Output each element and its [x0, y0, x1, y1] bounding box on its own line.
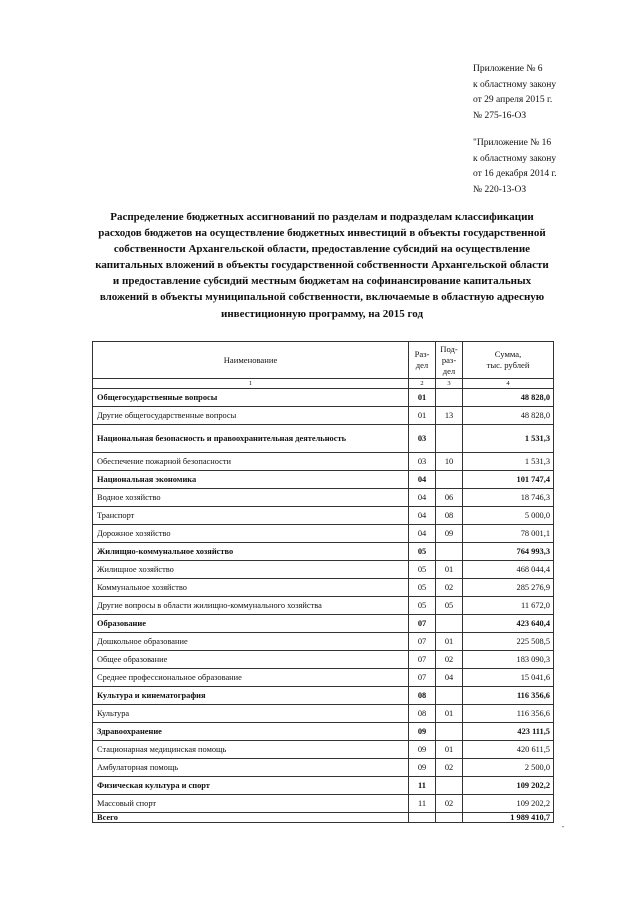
subsection-row [93, 579, 554, 597]
row-subsection [436, 389, 463, 407]
row-amount: 423 640,4 [463, 615, 554, 633]
row-section: 01 [409, 389, 436, 407]
row-subsection [436, 687, 463, 705]
row-name: Национальная экономика [93, 471, 409, 489]
row-name: Среднее профессиональное образование [93, 669, 409, 687]
row-amount: 183 090,3 [463, 651, 554, 669]
appendix-line: № 275-16-ОЗ [473, 110, 527, 121]
closing-quote: " [562, 826, 565, 832]
row-name: Общее образование [93, 651, 409, 669]
row-amount: 116 356,6 [463, 705, 554, 723]
row-name: Стационарная медицинская помощь [93, 741, 409, 759]
appendix-note-16 [473, 136, 633, 198]
row-section: 09 [409, 723, 436, 741]
subsection-row [93, 561, 554, 579]
row-name: Обеспечение пожарной безопасности [93, 453, 409, 471]
row-name: Общегосударственные вопросы [93, 389, 409, 407]
row-name: Коммунальное хозяйство [93, 579, 409, 597]
column-number: 1 [93, 379, 409, 389]
row-subsection: 13 [436, 407, 463, 425]
header-subsection [436, 342, 463, 379]
row-section: 11 [409, 795, 436, 813]
row-section: 07 [409, 633, 436, 651]
subsection-row [93, 453, 554, 471]
appendix-line: "Приложение № 16 [473, 138, 552, 148]
row-amount: 101 747,4 [463, 471, 554, 489]
section-row [93, 723, 554, 741]
row-amount: 48 828,0 [463, 407, 554, 425]
row-section: 03 [409, 425, 436, 453]
row-amount: 18 746,3 [463, 489, 554, 507]
row-amount: 2 500,0 [463, 759, 554, 777]
appendix-line: от 16 декабря 2014 г. [473, 169, 557, 179]
subsection-row [93, 651, 554, 669]
row-subsection: 05 [436, 597, 463, 615]
row-subsection: 01 [436, 633, 463, 651]
subsection-row [93, 759, 554, 777]
subsection-row [93, 633, 554, 651]
row-section: 04 [409, 507, 436, 525]
total-amount: 1 989 410,7 [463, 813, 554, 823]
row-amount: 48 828,0 [463, 389, 554, 407]
row-name: Другие общегосударственные вопросы [93, 407, 409, 425]
row-subsection [436, 723, 463, 741]
column-number-row [93, 379, 554, 389]
row-amount: 109 202,2 [463, 795, 554, 813]
section-row [93, 543, 554, 561]
section-row [93, 425, 554, 453]
row-name: Транспорт [93, 507, 409, 525]
row-subsection [436, 425, 463, 453]
subsection-row [93, 507, 554, 525]
column-number: 2 [409, 379, 436, 389]
header-subsection-line: дел [442, 365, 456, 376]
row-amount: 15 041,6 [463, 669, 554, 687]
appendix-line: к областному закону [473, 153, 557, 164]
table-header-row [93, 342, 554, 379]
appendix-line: № 220-13-ОЗ [473, 184, 527, 195]
header-section-line: Раз- [414, 349, 430, 359]
appendix-line: к областному закону [473, 79, 557, 90]
row-subsection: 04 [436, 669, 463, 687]
header-sum-line: Сумма, [494, 349, 522, 359]
subsection-row [93, 525, 554, 543]
header-sum [463, 342, 554, 379]
row-section: 04 [409, 489, 436, 507]
section-row [93, 777, 554, 795]
row-name: Национальная безопасность и правоохранительная деятельность [93, 425, 409, 453]
section-row [93, 389, 554, 407]
column-number: 4 [463, 379, 554, 389]
subsection-row [93, 489, 554, 507]
row-section: 04 [409, 525, 436, 543]
row-amount: 5 000,0 [463, 507, 554, 525]
row-name: Здравоохранение [93, 723, 409, 741]
section-row [93, 615, 554, 633]
row-section: 03 [409, 453, 436, 471]
header-sum-line: тыс. рублей [486, 360, 530, 370]
row-subsection [436, 471, 463, 489]
column-number: 3 [436, 379, 463, 389]
row-subsection: 02 [436, 795, 463, 813]
row-subsection [436, 777, 463, 795]
header-subsection-line: Под- [440, 343, 458, 354]
row-amount: 285 276,9 [463, 579, 554, 597]
row-section: 05 [409, 543, 436, 561]
subsection-row [93, 705, 554, 723]
row-name: Водное хозяйство [93, 489, 409, 507]
row-amount: 764 993,3 [463, 543, 554, 561]
header-name: Наименование [93, 342, 409, 379]
row-subsection: 02 [436, 651, 463, 669]
budget-table [92, 341, 554, 823]
row-section: 05 [409, 561, 436, 579]
total-subsection [436, 813, 463, 823]
row-subsection [436, 543, 463, 561]
appendix-line: от 29 апреля 2015 г. [473, 95, 553, 105]
row-amount: 468 044,4 [463, 561, 554, 579]
row-section: 09 [409, 759, 436, 777]
subsection-row [93, 407, 554, 425]
row-amount: 116 356,6 [463, 687, 554, 705]
row-subsection: 09 [436, 525, 463, 543]
row-section: 04 [409, 471, 436, 489]
row-section: 07 [409, 669, 436, 687]
row-name: Жилищное хозяйство [93, 561, 409, 579]
row-amount: 109 202,2 [463, 777, 554, 795]
row-subsection: 01 [436, 741, 463, 759]
row-amount: 11 672,0 [463, 597, 554, 615]
row-amount: 1 531,3 [463, 453, 554, 471]
row-section: 01 [409, 407, 436, 425]
section-row [93, 687, 554, 705]
row-name: Массовый спорт [93, 795, 409, 813]
total-label: Всего [93, 813, 409, 823]
row-subsection: 01 [436, 705, 463, 723]
appendix-note-6 [473, 62, 633, 124]
row-amount: 423 111,5 [463, 723, 554, 741]
row-section: 08 [409, 687, 436, 705]
row-section: 09 [409, 741, 436, 759]
header-section-line: дел [415, 360, 429, 370]
subsection-row [93, 741, 554, 759]
row-amount: 78 001,1 [463, 525, 554, 543]
row-name: Дошкольное образование [93, 633, 409, 651]
section-row [93, 471, 554, 489]
row-section: 08 [409, 705, 436, 723]
row-amount: 1 531,3 [463, 425, 554, 453]
total-section [409, 813, 436, 823]
document-title: Распределение бюджетных ассигнований по разделам и подразделам классификации расходов бюджетов на осуществление бюджетных инвестиций в объекты государственной собственности Архангельской области, предоставление субсидий на осуществление капитальных вложений в объекты государственной собственности Архангельской области и предоставление субсидий местным бюджетам на софинансирование капитальных вложений в объекты муниципальной собственности, включаемые в областную адресную инвестиционную программу, на 2015 год [95, 211, 549, 320]
subsection-row [93, 795, 554, 813]
row-name: Другие вопросы в области жилищно-коммунального хозяйства [93, 597, 409, 615]
row-subsection: 02 [436, 759, 463, 777]
row-section: 07 [409, 615, 436, 633]
row-name: Дорожное хозяйство [93, 525, 409, 543]
header-subsection-line: раз- [441, 354, 457, 365]
row-section: 07 [409, 651, 436, 669]
subsection-row [93, 669, 554, 687]
row-name: Образование [93, 615, 409, 633]
row-name: Физическая культура и спорт [93, 777, 409, 795]
row-subsection: 10 [436, 453, 463, 471]
total-row [93, 813, 554, 823]
appendix-line: Приложение № 6 [473, 64, 543, 74]
row-name: Амбулаторная помощь [93, 759, 409, 777]
header-section [409, 342, 436, 379]
row-section: 11 [409, 777, 436, 795]
row-subsection: 02 [436, 579, 463, 597]
row-amount: 225 508,5 [463, 633, 554, 651]
row-subsection: 01 [436, 561, 463, 579]
row-subsection: 06 [436, 489, 463, 507]
row-amount: 420 611,5 [463, 741, 554, 759]
row-section: 05 [409, 579, 436, 597]
row-name: Культура и кинематография [93, 687, 409, 705]
row-section: 05 [409, 597, 436, 615]
row-name: Культура [93, 705, 409, 723]
row-subsection [436, 615, 463, 633]
subsection-row [93, 597, 554, 615]
row-name: Жилищно-коммунальное хозяйство [93, 543, 409, 561]
row-subsection: 08 [436, 507, 463, 525]
